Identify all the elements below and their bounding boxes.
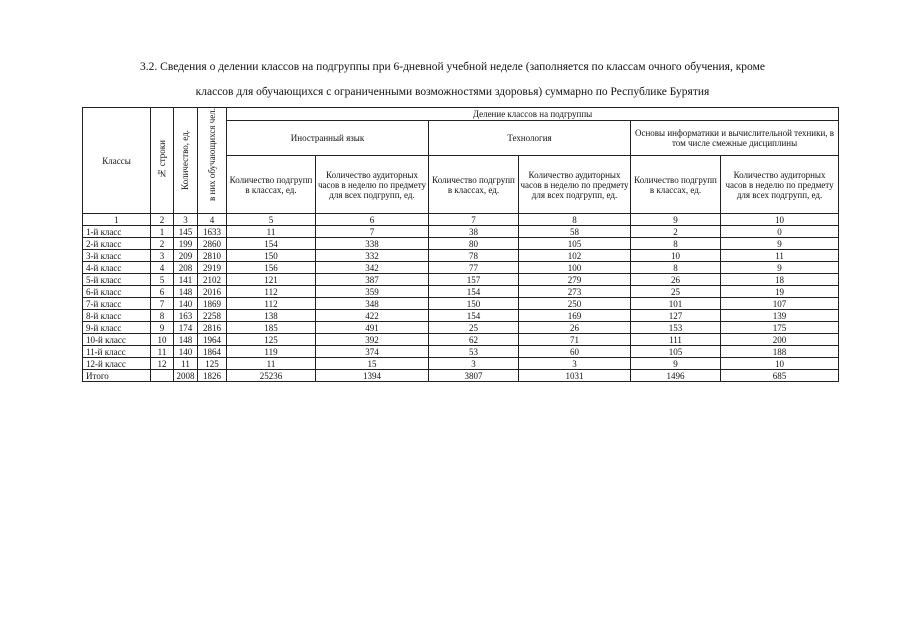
table-cell: 199 — [174, 238, 198, 250]
table-cell: 6 — [151, 286, 174, 298]
table-cell: 3807 — [429, 370, 519, 382]
table-row — [83, 310, 839, 322]
table-cell: 10 — [631, 250, 721, 262]
table-cell: 102 — [519, 250, 631, 262]
table-cell: 150 — [227, 250, 316, 262]
table-cell: 1864 — [198, 346, 227, 358]
table-cell: 11 — [227, 358, 316, 370]
col-num: 8 — [519, 214, 631, 226]
col-num: 6 — [316, 214, 429, 226]
table-cell: 148 — [174, 286, 198, 298]
table-cell: 53 — [429, 346, 519, 358]
header-groups-informatics: Количество подгрупп в классах, ед. — [631, 156, 721, 214]
header-students: в них обучающихся чел. — [198, 108, 227, 214]
table-cell: 332 — [316, 250, 429, 262]
table-cell: 9 — [721, 262, 839, 274]
table-cell: 26 — [631, 274, 721, 286]
table-cell: 154 — [429, 286, 519, 298]
table-cell: 138 — [227, 310, 316, 322]
col-num: 2 — [151, 214, 174, 226]
table-cell: 7 — [151, 298, 174, 310]
table-cell: 140 — [174, 346, 198, 358]
table-cell: 685 — [721, 370, 839, 382]
table-row — [83, 226, 839, 238]
table-cell: 188 — [721, 346, 839, 358]
row-label: 9-й класс — [83, 322, 151, 334]
table-cell: 185 — [227, 322, 316, 334]
row-label: 7-й класс — [83, 298, 151, 310]
table-cell: 2008 — [174, 370, 198, 382]
table-cell: 2102 — [198, 274, 227, 286]
table-cell: 107 — [721, 298, 839, 310]
table-cell: 148 — [174, 334, 198, 346]
table-cell: 5 — [151, 274, 174, 286]
header-classes: Классы — [83, 108, 151, 214]
table-cell: 200 — [721, 334, 839, 346]
table-cell: 112 — [227, 298, 316, 310]
table-cell: 26 — [519, 322, 631, 334]
row-label: 8-й класс — [83, 310, 151, 322]
table-cell: 125 — [198, 358, 227, 370]
header-hours-foreign: Количество аудиторных часов в неделю по предмету для всех подгрупп, ед. — [316, 156, 429, 214]
column-number-row — [83, 214, 839, 226]
table-cell: 150 — [429, 298, 519, 310]
row-label: 2-й класс — [83, 238, 151, 250]
table-cell: 111 — [631, 334, 721, 346]
table-cell: 209 — [174, 250, 198, 262]
table-cell: 25236 — [227, 370, 316, 382]
table-cell: 157 — [429, 274, 519, 286]
table-cell: 11 — [721, 250, 839, 262]
table-cell: 374 — [316, 346, 429, 358]
table-cell: 250 — [519, 298, 631, 310]
table-cell: 169 — [519, 310, 631, 322]
table-cell: 359 — [316, 286, 429, 298]
table-row — [83, 358, 839, 370]
row-label: 3-й класс — [83, 250, 151, 262]
header-groups-technology: Количество подгрупп в классах, ед. — [429, 156, 519, 214]
table-cell: 1394 — [316, 370, 429, 382]
table-cell: 2919 — [198, 262, 227, 274]
table-cell: 174 — [174, 322, 198, 334]
table-cell: 1 — [151, 226, 174, 238]
table-cell: 1031 — [519, 370, 631, 382]
table-cell: 9 — [151, 322, 174, 334]
table-cell: 1826 — [198, 370, 227, 382]
table-cell: 338 — [316, 238, 429, 250]
table-cell: 11 — [174, 358, 198, 370]
table-cell: 348 — [316, 298, 429, 310]
table-cell: 8 — [631, 262, 721, 274]
table-cell: 9 — [631, 358, 721, 370]
subgroup-division-table — [82, 107, 839, 382]
table-row — [83, 274, 839, 286]
table-cell: 105 — [631, 346, 721, 358]
table-cell: 3 — [151, 250, 174, 262]
table-cell: 1496 — [631, 370, 721, 382]
table-cell: 71 — [519, 334, 631, 346]
table-cell: 101 — [631, 298, 721, 310]
table-cell: 38 — [429, 226, 519, 238]
table-cell: 11 — [227, 226, 316, 238]
table-cell: 105 — [519, 238, 631, 250]
table-cell: 80 — [429, 238, 519, 250]
table-cell: 2258 — [198, 310, 227, 322]
table-cell: 3 — [429, 358, 519, 370]
table-row — [83, 286, 839, 298]
col-num: 1 — [83, 214, 151, 226]
row-label: 6-й класс — [83, 286, 151, 298]
table-cell: 125 — [227, 334, 316, 346]
table-cell: 121 — [227, 274, 316, 286]
row-label: 10-й класс — [83, 334, 151, 346]
table-cell: 100 — [519, 262, 631, 274]
table-cell: 78 — [429, 250, 519, 262]
table-cell: 11 — [151, 346, 174, 358]
total-row — [83, 370, 839, 382]
table-cell: 2860 — [198, 238, 227, 250]
table-cell: 208 — [174, 262, 198, 274]
table-row — [83, 334, 839, 346]
table-cell: 8 — [151, 310, 174, 322]
table-cell: 25 — [429, 322, 519, 334]
table-cell: 140 — [174, 298, 198, 310]
table-cell: 422 — [316, 310, 429, 322]
table-cell — [151, 370, 174, 382]
table-cell: 387 — [316, 274, 429, 286]
table-row — [83, 298, 839, 310]
table-row — [83, 250, 839, 262]
table-cell: 9 — [721, 238, 839, 250]
table-cell: 8 — [631, 238, 721, 250]
table-cell: 58 — [519, 226, 631, 238]
table-cell: 62 — [429, 334, 519, 346]
header-count: Количество, ед. — [174, 108, 198, 214]
table-cell: 342 — [316, 262, 429, 274]
table-cell: 25 — [631, 286, 721, 298]
table-cell: 1633 — [198, 226, 227, 238]
table-cell: 12 — [151, 358, 174, 370]
table-cell: 10 — [721, 358, 839, 370]
table-cell: 279 — [519, 274, 631, 286]
header-hours-informatics: Количество аудиторных часов в неделю по предмету для всех подгрупп, ед. — [721, 156, 839, 214]
col-num: 4 — [198, 214, 227, 226]
table-cell: 491 — [316, 322, 429, 334]
table-cell: 2816 — [198, 322, 227, 334]
table-cell: 2016 — [198, 286, 227, 298]
table-cell: 127 — [631, 310, 721, 322]
header-row-number: № строки — [151, 108, 174, 214]
table-row — [83, 262, 839, 274]
header-foreign-language: Иностранный язык — [227, 121, 429, 156]
table-cell: 392 — [316, 334, 429, 346]
header-groups-foreign: Количество подгрупп в классах, ед. — [227, 156, 316, 214]
table-cell: 141 — [174, 274, 198, 286]
table-cell: 112 — [227, 286, 316, 298]
header-division: Деление классов на подгруппы — [227, 108, 839, 121]
table-cell: 119 — [227, 346, 316, 358]
table-cell: 273 — [519, 286, 631, 298]
row-label: 5-й класс — [83, 274, 151, 286]
col-num: 3 — [174, 214, 198, 226]
row-label: 1-й класс — [83, 226, 151, 238]
table-cell: 153 — [631, 322, 721, 334]
header-technology: Технология — [429, 121, 631, 156]
table-cell: 2 — [151, 238, 174, 250]
table-cell: 19 — [721, 286, 839, 298]
row-label: 4-й класс — [83, 262, 151, 274]
table-cell: 2 — [631, 226, 721, 238]
col-num: 9 — [631, 214, 721, 226]
table-cell: 15 — [316, 358, 429, 370]
table-title-line-2: классов для обучающихся с ограниченными возможностями здоровья) суммарно по Республике Бурятия — [195, 86, 710, 98]
col-num: 10 — [721, 214, 839, 226]
table-cell: 2810 — [198, 250, 227, 262]
col-num: 7 — [429, 214, 519, 226]
table-cell: 60 — [519, 346, 631, 358]
table-cell: 1964 — [198, 334, 227, 346]
header-hours-technology: Количество аудиторных часов в неделю по предмету для всех подгрупп, ед. — [519, 156, 631, 214]
table-cell: 4 — [151, 262, 174, 274]
row-label: Итого — [83, 370, 151, 382]
table-title-line-1: 3.2. Сведения о делении классов на подгруппы при 6-дневной учебной неделе (заполняется по классам очного обучения, кроме — [140, 61, 765, 73]
table-row — [83, 346, 839, 358]
table-cell: 154 — [227, 238, 316, 250]
row-label: 11-й класс — [83, 346, 151, 358]
table-cell: 7 — [316, 226, 429, 238]
table-cell: 154 — [429, 310, 519, 322]
col-num: 5 — [227, 214, 316, 226]
table-cell: 156 — [227, 262, 316, 274]
table-cell: 18 — [721, 274, 839, 286]
table-cell: 0 — [721, 226, 839, 238]
row-label: 12-й класс — [83, 358, 151, 370]
table-cell: 77 — [429, 262, 519, 274]
table-cell: 163 — [174, 310, 198, 322]
table-cell: 1869 — [198, 298, 227, 310]
table-cell: 10 — [151, 334, 174, 346]
table-cell: 139 — [721, 310, 839, 322]
table-cell: 3 — [519, 358, 631, 370]
header-informatics: Основы информатики и вычислительной техники, в том числе смежные дисциплины — [631, 121, 839, 156]
table-cell: 145 — [174, 226, 198, 238]
table-row — [83, 238, 839, 250]
table-row — [83, 322, 839, 334]
table-cell: 175 — [721, 322, 839, 334]
